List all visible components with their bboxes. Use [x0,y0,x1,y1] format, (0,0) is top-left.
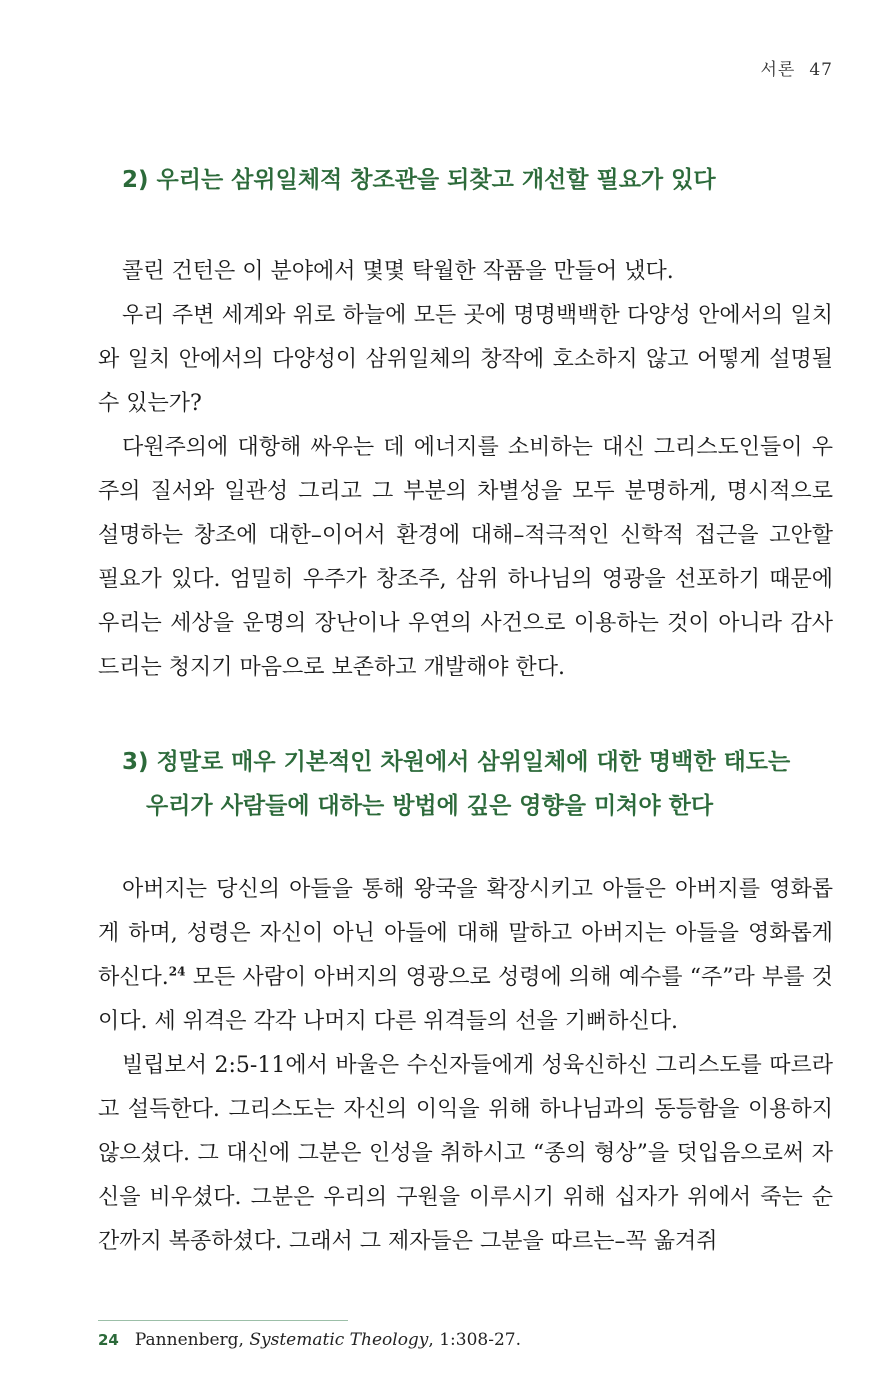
heading-line-1: 3) 정말로 매우 기본적인 차원에서 삼위일체에 대한 명백한 태도는 [122,749,791,775]
footnote-title: Systematic Theology [249,1330,429,1350]
section-2-body [98,250,833,690]
paragraph [98,868,833,1044]
paragraph-text: 모든 사람이 아버지의 영광으로 성령에 의해 예수를 “주”라 부를 것이다. 세 위격은 각각 나머지 다른 위격들의 선을 기뻐하신다. [98,965,833,1034]
paragraph: 콜린 건턴은 이 분야에서 몇몇 탁월한 작품을 만들어 냈다. [122,259,674,284]
paragraph: 다원주의에 대항해 싸우는 데 에너지를 소비하는 대신 그리스도인들이 우주의 질서와 일관성 그리고 그 부분의 차별성을 모두 분명하게, 명시적으로 설명하는 창조에 대한–이어서 환경에 대해–적극적인 신학적 접근을 고안할 필요가 있다. 엄밀히 우주가 창조주, 삼위 하나님의 영광을 선포하기 때문에 우리는 세상을 운명의 장난이나 우연의 사건으로 이용하는 것이 아니라 감사드리는 청지기 마음으로 보존하고 개발해야 한다. [98,435,833,680]
paragraph: 빌립보서 2:5-11에서 바울은 수신자들에게 성육신하신 그리스도를 따르라고 설득한다. 그리스도는 자신의 이익을 위해 하나님과의 동등함을 이용하지 않으셨다. 그 대신에 그분은 인성을 취하시고 “종의 형상”을 덧입음으로써 자신을 비우셨다. 그분은 우리의 구원을 이루시기 위해 십자가 위에서 죽는 순간까지 복종하셨다. 그래서 그 제자들은 그분을 따르는–꼭 옮겨쥐 [98,1053,833,1254]
running-head-section: 서론 [760,60,796,80]
paragraph: 우리 주변 세계와 위로 하늘에 모든 곳에 명명백백한 다양성 안에서의 일치와 일치 안에서의 다양성이 삼위일체의 창작에 호소하지 않고 어떻게 설명될 수 있는가? [98,303,833,416]
footnote-divider [98,1320,348,1321]
footnote [98,1330,521,1350]
running-head [761,55,834,80]
section-heading-2: 2) 우리는 삼위일체적 창조관을 되찾고 개선할 필요가 있다 [122,167,716,193]
page-number: 47 [809,60,833,80]
paragraph-text: 아버지는 당신의 아들을 통해 왕국을 확장시키고 아들은 아버지를 영화롭게 하며, 성령은 자신이 아닌 아들에 대해 말하고 아버지는 아들을 영화롭게 하신다. [98,877,833,990]
footnote-ref: , 1:308-27. [428,1330,522,1350]
section-3-body [98,868,833,1264]
footnote-author: Pannenberg, [134,1330,250,1350]
heading-line-2: 우리가 사람들에 대하는 방법에 깊은 영향을 미쳐야 한다 [146,793,714,819]
section-heading-3 [122,740,841,828]
footnote-reference[interactable]: 24 [168,964,186,979]
footnote-number: 24 [98,1331,119,1349]
